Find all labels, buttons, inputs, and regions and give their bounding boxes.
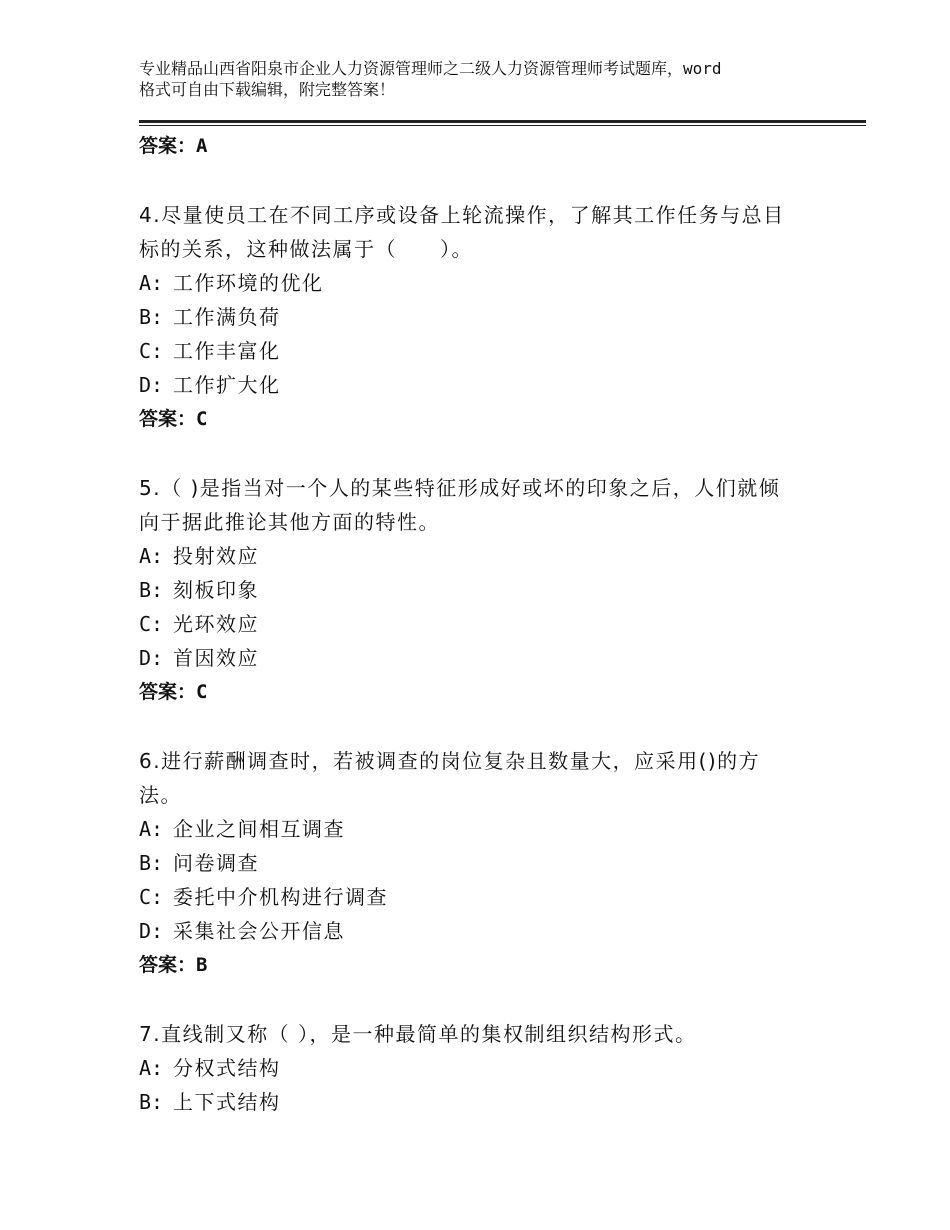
question-4-option-a: [139, 267, 324, 296]
answer-line: [139, 131, 207, 158]
header-rule-thick: [139, 120, 866, 123]
option-text: 工作扩大化: [173, 373, 281, 397]
option-text: 上下式结构: [173, 1090, 281, 1114]
question-6-line-1: 6.进行薪酬调查时，若被调查的岗位复杂且数量大，应采用()的方: [139, 749, 761, 773]
question-6-option-d: [139, 915, 345, 944]
option-text: 企业之间相互调查: [173, 817, 345, 841]
answer-value: A: [196, 135, 208, 157]
option-text: 首因效应: [173, 646, 259, 670]
option-letter: D:: [139, 919, 164, 943]
question-6-line-2: 法。: [139, 783, 182, 807]
question-4-option-c: [139, 335, 281, 364]
option-text: 工作满负荷: [173, 305, 281, 329]
question-4-option-d: [139, 369, 281, 398]
question-6-option-b: [139, 847, 259, 876]
answer-value: B: [196, 954, 208, 976]
answer-prefix: 答案：: [139, 135, 197, 157]
option-letter: B:: [139, 1090, 164, 1114]
option-letter: A:: [139, 544, 164, 568]
option-letter: D:: [139, 373, 164, 397]
option-text: 工作丰富化: [173, 339, 281, 363]
option-letter: C:: [139, 885, 164, 909]
option-text: 光环效应: [173, 612, 259, 636]
page-header: [139, 58, 839, 100]
option-text: 刻板印象: [173, 578, 259, 602]
question-7-option-b: [139, 1086, 281, 1115]
question-6-answer: [139, 950, 207, 977]
question-4-answer: [139, 404, 207, 431]
header-line-2: 格式可自由下载编辑，附完整答案！: [139, 80, 396, 99]
question-6-option-a: [139, 813, 345, 842]
question-5-option-a: [139, 540, 259, 569]
option-text: 问卷调查: [173, 851, 259, 875]
option-text: 分权式结构: [173, 1056, 281, 1080]
question-4-option-b: [139, 301, 281, 330]
option-letter: B:: [139, 578, 164, 602]
question-7-option-a: [139, 1052, 281, 1081]
question-5-option-c: [139, 608, 259, 637]
answer-value: C: [196, 681, 208, 703]
option-letter: C:: [139, 339, 164, 363]
answer-prefix: 答案：: [139, 408, 197, 430]
question-5-option-b: [139, 574, 259, 603]
option-letter: A:: [139, 1056, 164, 1080]
question-6-option-c: [139, 881, 388, 910]
option-letter: B:: [139, 851, 164, 875]
question-5-line-1: 5.（ )是指当对一个人的某些特征形成好或坏的印象之后，人们就倾: [139, 476, 781, 500]
option-letter: C:: [139, 612, 164, 636]
option-text: 工作环境的优化: [173, 271, 324, 295]
header-rule-thin: [139, 125, 866, 126]
header-line-1: 专业精品山西省阳泉市企业人力资源管理师之二级人力资源管理师考试题库，word: [139, 59, 722, 78]
option-text: 投射效应: [173, 544, 259, 568]
option-letter: A:: [139, 271, 164, 295]
option-text: 委托中介机构进行调查: [173, 885, 388, 909]
question-7-line-1: 7.直线制又称（ ），是一种最简单的集权制组织结构形式。: [139, 1022, 697, 1046]
answer-prefix: 答案：: [139, 954, 197, 976]
question-5-answer: [139, 677, 207, 704]
option-text: 采集社会公开信息: [173, 919, 345, 943]
option-letter: D:: [139, 646, 164, 670]
question-5-option-d: [139, 642, 259, 671]
question-4-line-1: 4.尽量使员工在不同工序或设备上轮流操作，了解其工作任务与总目: [139, 203, 785, 227]
option-letter: B:: [139, 305, 164, 329]
question-5-line-2: 向于据此推论其他方面的特性。: [139, 510, 440, 534]
answer-value: C: [196, 408, 208, 430]
question-4-line-2: 标的关系，这种做法属于（ ）。: [139, 237, 473, 261]
answer-prefix: 答案：: [139, 681, 197, 703]
option-letter: A:: [139, 817, 164, 841]
